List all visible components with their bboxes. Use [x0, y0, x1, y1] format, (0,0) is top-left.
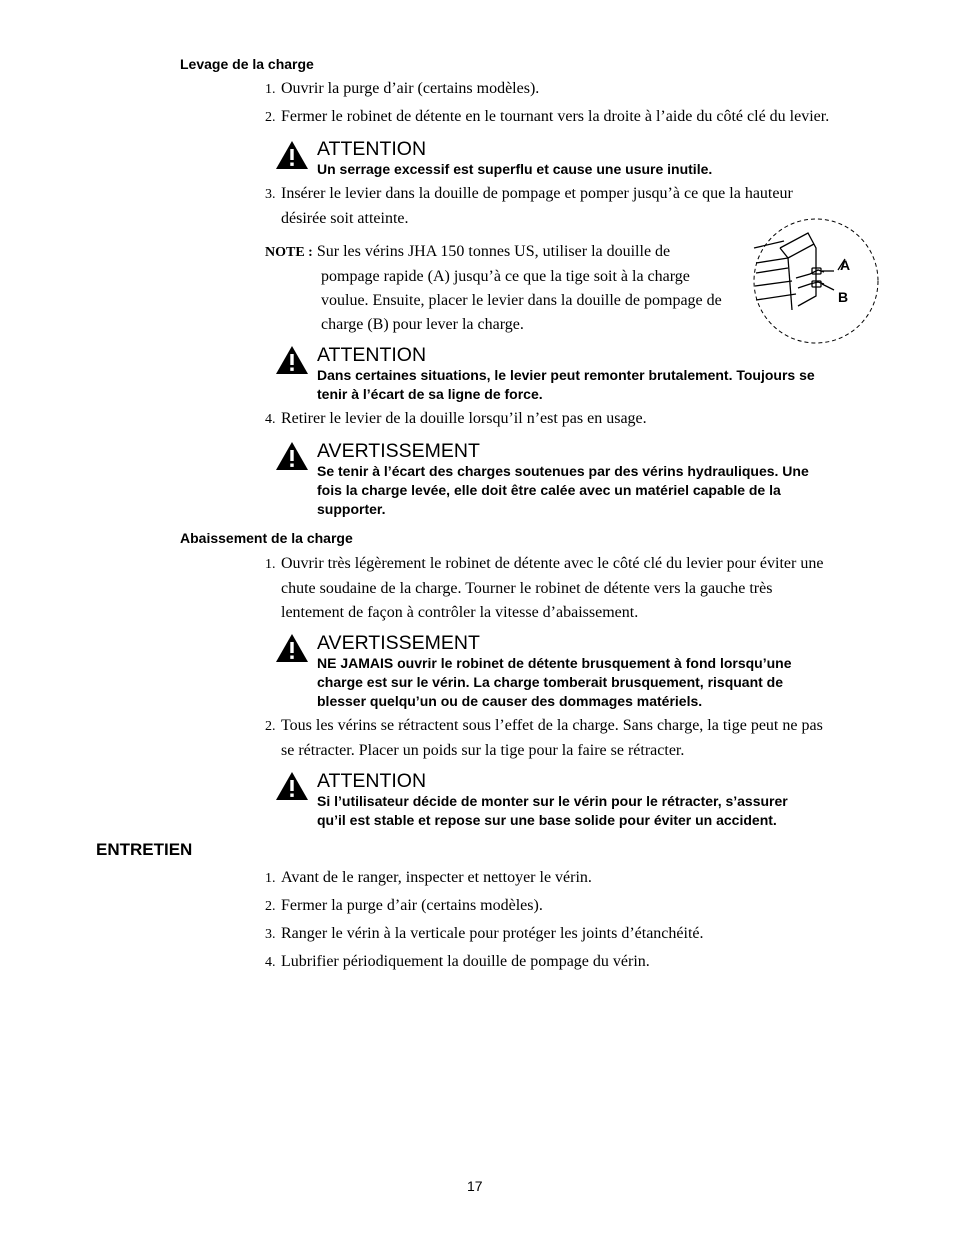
- step-number: 1.: [265, 557, 276, 572]
- note-line-2: pompage rapide (A) jusqu’à ce que la tige soit à la charge: [321, 268, 690, 285]
- maintenance-step-2: [265, 894, 543, 919]
- step-text: Ranger le vérin à la verticale pour protéger les joints d’étanchéité.: [281, 925, 704, 942]
- caution-3-title: ATTENTION: [317, 770, 427, 792]
- step-text: Lubrifier périodiquement la douille de pompage du vérin.: [281, 953, 650, 970]
- warning-triangle-icon: [275, 345, 309, 375]
- maintenance-step-1: [265, 866, 592, 891]
- caution-1-title: ATTENTION: [317, 138, 427, 160]
- lowering-heading: Abaissement de la charge: [180, 530, 353, 546]
- warning-1-body: [317, 462, 809, 519]
- step-number: 1.: [265, 871, 276, 886]
- caution-3-line-1: Si l’utilisateur décide de monter sur le vérin pour le rétracter, s’assurer: [317, 793, 788, 809]
- step-text-line-2: chute soudaine de la charge. Tourner le robinet de détente vers la gauche très: [281, 580, 773, 597]
- figure-label-a: A: [840, 257, 851, 273]
- jack-pump-socket-figure: [752, 218, 882, 346]
- step-text-line-2: se rétracter. Placer un poids sur la tige pour la faire se rétracter.: [281, 742, 685, 759]
- caution-3-body: [317, 792, 788, 830]
- note-block: [265, 240, 722, 337]
- step-text-line-3: lentement de façon à contrôler la vitesse d’abaissement.: [281, 604, 639, 621]
- step-number: 2.: [265, 899, 276, 914]
- page-number: 17: [467, 1178, 483, 1194]
- lifting-heading: Levage de la charge: [180, 56, 314, 72]
- note-label: NOTE :: [265, 245, 313, 260]
- warning-1-title: AVERTISSEMENT: [317, 440, 480, 462]
- warning-1-line-1: Se tenir à l’écart des charges soutenues par des vérins hydrauliques. Une: [317, 463, 809, 479]
- note-line-1: Sur les vérins JHA 150 tonnes US, utiliser la douille de: [316, 243, 671, 260]
- warning-triangle-icon: [275, 771, 309, 801]
- lifting-step-1: [265, 77, 539, 102]
- step-number: 3.: [265, 927, 276, 942]
- lifting-step-2: [265, 105, 829, 130]
- maintenance-step-4: [265, 950, 650, 975]
- figure-label-b: B: [838, 289, 849, 305]
- note-line-3: voulue. Ensuite, placer le levier dans la douille de pompage de: [321, 292, 722, 309]
- maintenance-step-3: [265, 922, 703, 947]
- warning-2-line-1: NE JAMAIS ouvrir le robinet de détente brusquement à fond lorsqu’une: [317, 655, 792, 671]
- warning-2-line-3: blesser quelqu’un ou de causer des dommages matériels.: [317, 693, 703, 709]
- warning-2-body: [317, 654, 792, 711]
- step-number: 4.: [265, 955, 276, 970]
- caution-2-line-1: Dans certaines situations, le levier peut remonter brutalement. Toujours se: [317, 367, 815, 383]
- warning-2-line-2: charge est sur le vérin. La charge tomberait brusquement, risquant de: [317, 674, 784, 690]
- step-number: 3.: [265, 187, 276, 202]
- warning-triangle-icon: [275, 441, 309, 471]
- caution-2-line-2: tenir à l’écart de sa ligne de force.: [317, 386, 543, 402]
- warning-triangle-icon: [275, 140, 309, 170]
- warning-1-line-2: fois la charge levée, elle doit être calée avec un matériel capable de la: [317, 482, 781, 498]
- step-text-line-1: Insérer le levier dans la douille de pompage et pomper jusqu’à ce que la hauteur: [281, 185, 793, 202]
- caution-2-title: ATTENTION: [317, 344, 427, 366]
- caution-1-body: Un serrage excessif est superflu et cause une usure inutile.: [317, 161, 713, 177]
- step-text: Fermer le robinet de détente en le tournant vers la droite à l’aide du côté clé du levier.: [281, 108, 830, 125]
- lowering-step-1: [265, 552, 823, 625]
- warning-triangle-icon: [275, 633, 309, 663]
- warning-1-line-3: supporter.: [317, 501, 386, 517]
- note-line-4: charge (B) pour lever la charge.: [321, 316, 524, 333]
- step-text: Avant de le ranger, inspecter et nettoyer le vérin.: [281, 869, 592, 886]
- maintenance-heading: ENTRETIEN: [96, 840, 193, 859]
- step-number: 1.: [265, 82, 276, 97]
- lowering-step-2: [265, 714, 823, 763]
- caution-2-body: [317, 366, 815, 404]
- lifting-step-4: [265, 407, 647, 432]
- caution-3-line-2: qu’il est stable et repose sur une base solide pour éviter un accident.: [317, 812, 777, 828]
- step-text: Retirer le levier de la douille lorsqu’il n’est pas en usage.: [281, 410, 647, 427]
- step-number: 2.: [265, 110, 276, 125]
- step-text-line-1: Ouvrir très légèrement le robinet de détente avec le côté clé du levier pour éviter une: [281, 555, 824, 572]
- step-text-line-2: désirée soit atteinte.: [281, 210, 409, 227]
- step-text: Ouvrir la purge d’air (certains modèles).: [281, 80, 540, 97]
- step-text: Fermer la purge d’air (certains modèles).: [281, 897, 543, 914]
- warning-2-title: AVERTISSEMENT: [317, 632, 480, 654]
- lifting-step-3: [265, 182, 793, 231]
- step-number: 2.: [265, 719, 276, 734]
- step-text-line-1: Tous les vérins se rétractent sous l’effet de la charge. Sans charge, la tige peut ne pas: [281, 717, 823, 734]
- step-number: 4.: [265, 412, 276, 427]
